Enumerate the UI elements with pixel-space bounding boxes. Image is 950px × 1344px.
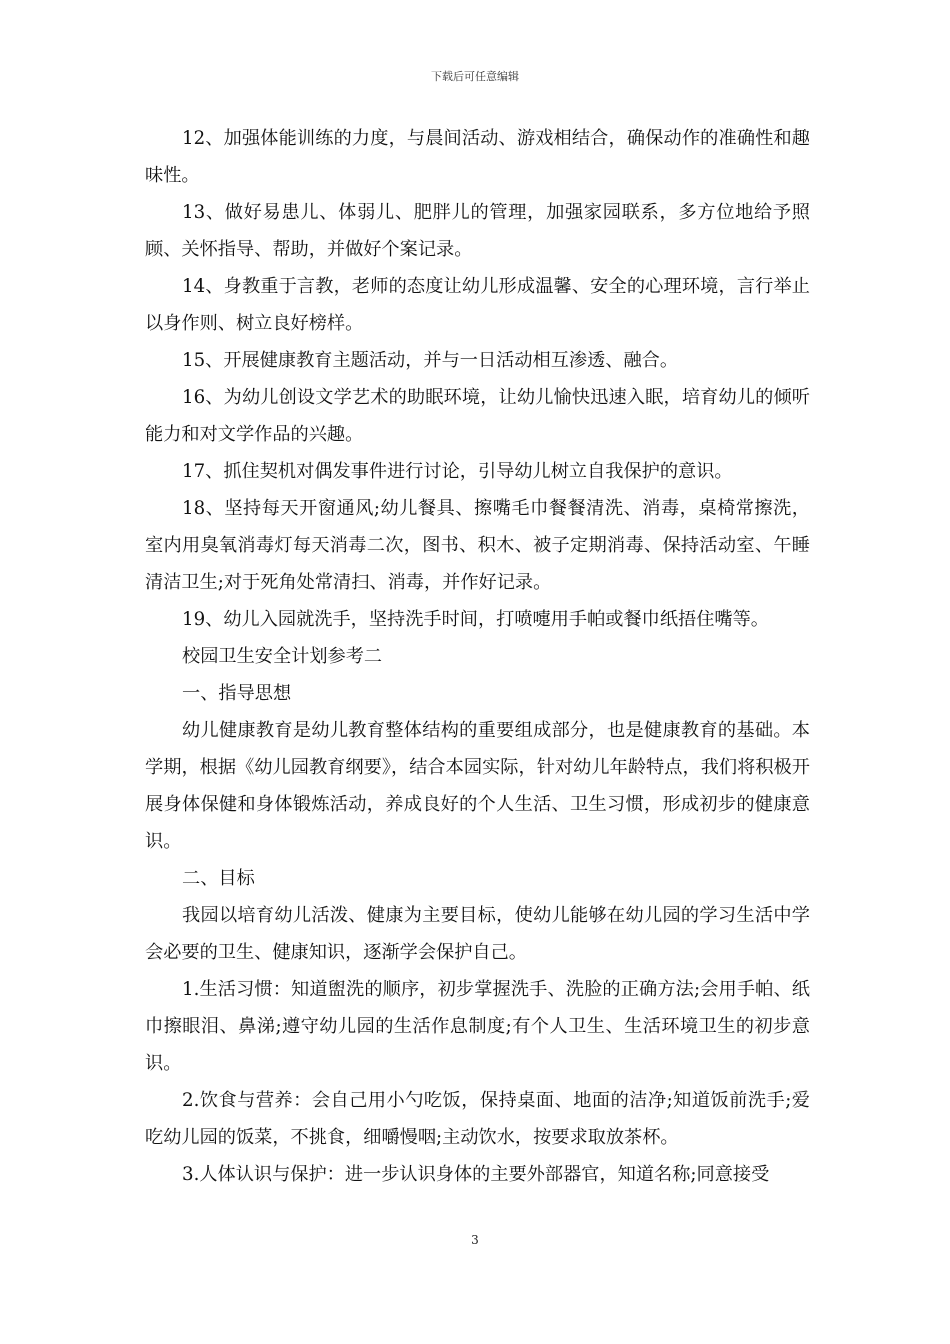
- goal-item-diet-nutrition: 2.饮食与营养：会自己用小勺吃饭，保持桌面、地面的洁净;知道饭前洗手;爱吃幼儿园的饭菜，不挑食，细嚼慢咽;主动饮水，按要求取放茶杯。: [145, 1090, 810, 1148]
- heading-guiding-ideology: 一、指导思想: [182, 683, 292, 704]
- page-header: 下载后可任意编辑: [431, 70, 519, 83]
- paragraph-goals: 我园以培育幼儿活泼、健康为主要目标，使幼儿能够在幼儿园的学习生活中学会必要的卫生、健康知识，逐渐学会保护自己。: [145, 905, 810, 963]
- paragraph-item-13: 13、做好易患儿、体弱儿、肥胖儿的管理，加强家园联系，多方位地给予照顾、关怀指导、帮助，并做好个案记录。: [145, 202, 810, 260]
- paragraph-guiding-ideology: 幼儿健康教育是幼儿教育整体结构的重要组成部分，也是健康教育的基础。本学期，根据《幼儿园教育纲要》，结合本园实际，针对幼儿年龄特点，我们将积极开展身体保健和身体锻炼活动，养成良好的个人生活、卫生习惯，形成初步的健康意识。: [145, 720, 810, 852]
- paragraph-item-14: 14、身教重于言教，老师的态度让幼儿形成温馨、安全的心理环境，言行举止以身作则、树立良好榜样。: [145, 276, 810, 334]
- heading-goals: 二、目标: [182, 868, 255, 889]
- paragraph-item-19: 19、幼儿入园就洗手，坚持洗手时间，打喷嚏用手帕或餐巾纸捂住嘴等。: [182, 609, 769, 630]
- goal-item-body-awareness: 3.人体认识与保护：进一步认识身体的主要外部器官，知道名称;同意接受: [182, 1164, 770, 1185]
- page-number: 3: [471, 1233, 479, 1247]
- goal-item-living-habits: 1.生活习惯：知道盥洗的顺序，初步掌握洗手、洗脸的正确方法;会用手帕、纸巾擦眼泪、鼻涕;遵守幼儿园的生活作息制度;有个人卫生、生活环境卫生的初步意识。: [145, 979, 810, 1074]
- paragraph-item-16: 16、为幼儿创设文学艺术的助眠环境，让幼儿愉快迅速入眠，培育幼儿的倾听能力和对文学作品的兴趣。: [145, 387, 810, 445]
- paragraph-item-15: 15、开展健康教育主题活动，并与一日活动相互渗透、融合。: [182, 350, 679, 371]
- paragraph-item-17: 17、抓住契机对偶发事件进行讨论，引导幼儿树立自我保护的意识。: [182, 461, 733, 482]
- paragraph-item-12: 12、加强体能训练的力度，与晨间活动、游戏相结合，确保动作的准确性和趣味性。: [145, 128, 810, 186]
- section-title: 校园卫生安全计划参考二: [182, 646, 383, 667]
- document-body: [145, 120, 810, 1193]
- paragraph-item-18: 18、坚持每天开窗通风;幼儿餐具、擦嘴毛巾餐餐清洗、消毒，桌椅常擦洗，室内用臭氧消毒灯每天消毒二次，图书、积木、被子定期消毒、保持活动室、午睡清洁卫生;对于死角处常清扫、消毒，并作好记录。: [145, 498, 810, 593]
